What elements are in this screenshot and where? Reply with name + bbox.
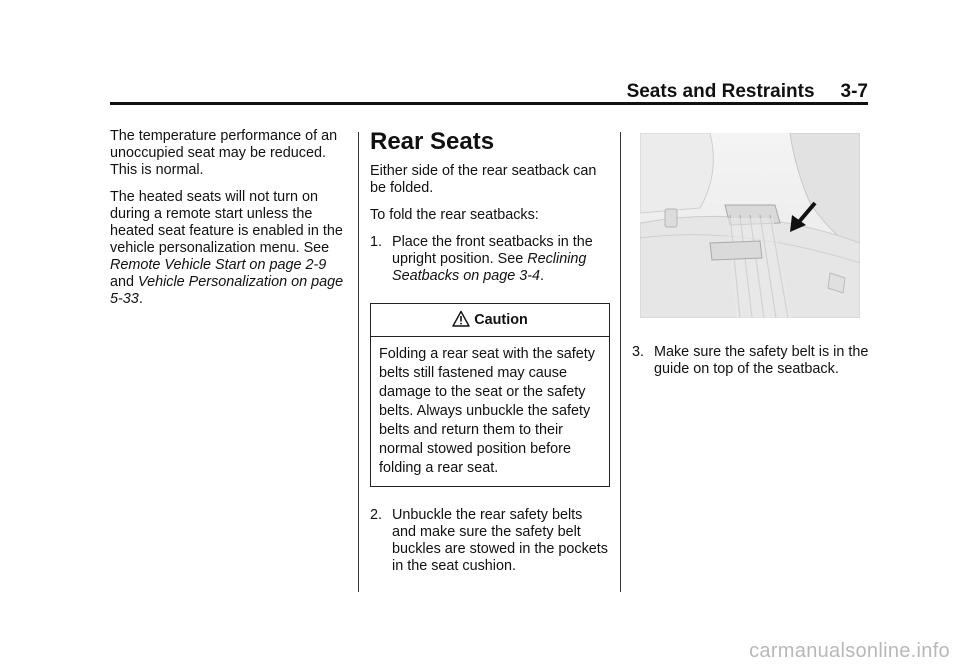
cross-reference-link[interactable]: Reclining Seatbacks on page 3-4: [392, 251, 587, 284]
step-number: 3.: [632, 344, 645, 360]
text: .: [138, 291, 143, 307]
column-middle: [370, 128, 610, 585]
page-number: 3-7: [840, 81, 868, 102]
caution-box: [370, 303, 610, 487]
text: Make sure the safety belt is in the guide on top of the seatback.: [654, 344, 869, 377]
warning-icon: [452, 310, 470, 328]
column-right: [632, 344, 872, 388]
watermark: carmanualsonline.info: [749, 640, 950, 662]
section-title: Seats and Restraints: [626, 81, 815, 102]
caution-text: Folding a rear seat with the safety belts still fastened may cause damage to the seat or the safety belts. Always unbuckle the safety belts and return them to their normal stowed position before folding a rear seat.: [379, 346, 595, 476]
seatback-belt-guide-illustration: [640, 133, 860, 318]
cross-reference-link[interactable]: Remote Vehicle Start on page 2-9: [110, 257, 327, 273]
text: .: [540, 268, 545, 284]
list-item: [370, 234, 610, 285]
step-number: 2.: [370, 507, 383, 523]
list-item: [370, 507, 610, 575]
text: Unbuckle the rear safety belts and make sure the safety belt buckles are stowed in the pockets in the seat cushion.: [392, 507, 608, 574]
header-rule: [110, 102, 868, 105]
column-divider: [620, 132, 621, 592]
page-header: [110, 80, 868, 104]
paragraph: To fold the rear seatbacks:: [370, 207, 539, 223]
cross-reference-link[interactable]: Vehicle Personalization on page 5-33: [110, 274, 344, 307]
step-number: 1.: [370, 234, 383, 250]
column-left: [110, 128, 346, 318]
list-item: [632, 344, 872, 378]
paragraph: [110, 189, 346, 308]
text: The heated seats will not turn on during a remote start unless the heated seat feature is enabled in the vehicle personalization menu. See: [110, 189, 343, 256]
caution-title: Caution: [474, 312, 528, 328]
column-divider: [358, 132, 359, 592]
caution-header: [371, 304, 609, 337]
section-heading: Rear Seats: [370, 128, 495, 155]
text: Place the front seatbacks in the upright position. See: [392, 234, 593, 267]
paragraph: The temperature performance of an unoccupied seat may be reduced. This is normal.: [110, 128, 338, 178]
text: and: [110, 274, 139, 290]
paragraph: Either side of the rear seatback can be folded.: [370, 163, 597, 196]
